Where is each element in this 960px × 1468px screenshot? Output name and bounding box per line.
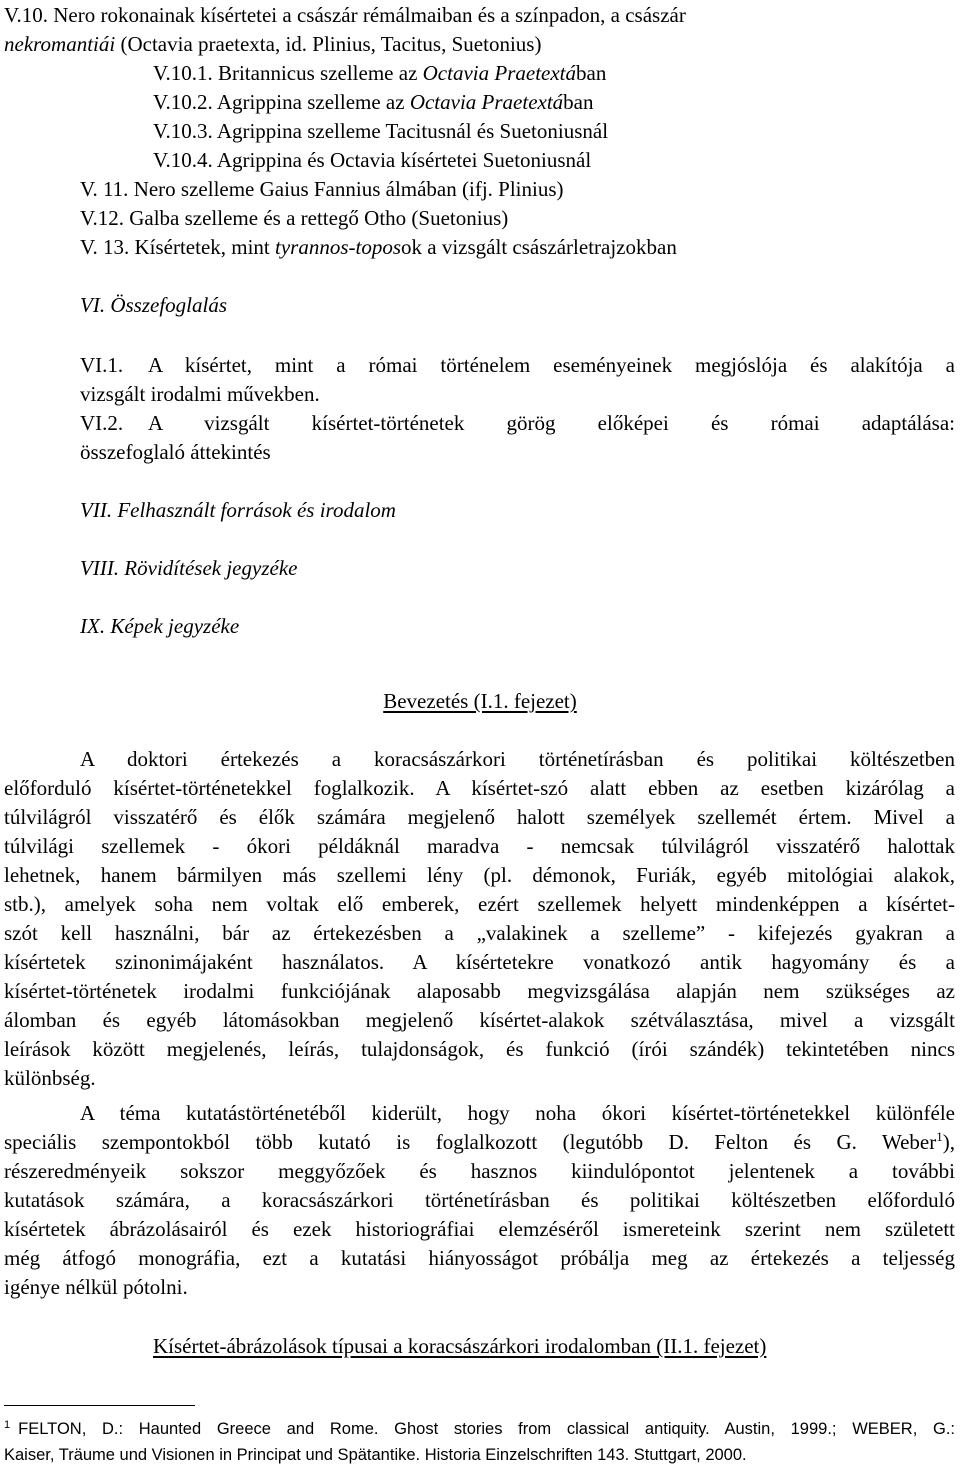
footnote-line: Kaiser, Träume und Visionen in Principat und Spätantike. Historia Einzelschriften 143. Stuttgart, 2000. xyxy=(4,1446,747,1464)
toc-item-v10-cont xyxy=(4,29,541,59)
paragraph-line: A téma kutatástörténetéből kiderült, hogy noha ókori kísértet-történetekkel különféle xyxy=(80,1101,955,1125)
paragraph-line: A doktori értekezés a koracsászárkori történetírásban és politikai költészetben xyxy=(80,747,955,771)
toc-item-v10-4 xyxy=(153,145,591,175)
toc-item-vii: VII. Felhasznált források és irodalom xyxy=(80,498,396,522)
toc-item-vi2 xyxy=(80,408,123,438)
footnote-text: FELTON, D.: Haunted Greece and Rome. Ghost stories from classical antiquity. Austin, 1999.; WEBER, G.: xyxy=(18,1420,955,1438)
toc-num: VI.2. xyxy=(80,411,124,435)
paragraph-line: álomban és egyéb látomásokban megjelenő kísértet-alakok szétválasztása, mivel a vizsgált xyxy=(4,1008,955,1032)
toc-text: Nero szelleme Gaius Fannius álmában (ifj. Plinius) xyxy=(133,177,564,201)
paragraph-line: igénye nélkül pótolni. xyxy=(4,1275,188,1299)
toc-item-vi1-line2: vizsgált irodalmi művekben. xyxy=(80,382,320,406)
intro-heading: Bevezetés (I.1. fejezet) xyxy=(383,689,577,713)
toc-tail: ban xyxy=(563,90,594,114)
paragraph-line: még átfogó monográfia, ezt a kutatási hiányosságot próbálja meg az értekezés a teljesség xyxy=(4,1246,955,1270)
toc-text: Galba szelleme és a rettegő Otho (Suetonius) xyxy=(129,206,509,230)
paragraph-line: részeredményeik sokszor meggyőzőek és hasznos kiindulópontot jelentenek a további xyxy=(4,1159,955,1183)
toc-num: V.12. xyxy=(80,206,124,230)
toc-text: Nero rokonainak kísértetei a császár rémálmaiban és a színpadon, a császár xyxy=(53,3,686,27)
toc-text: Kísértetek, mint xyxy=(134,235,276,259)
paragraph-line: kísértetek ábrázolásairól és ezek historiográfiai elemzéséről ismereteink szerint nem született xyxy=(4,1217,955,1241)
toc-item-ix: IX. Képek jegyzéke xyxy=(80,614,240,638)
paragraph-line: kutatások számára, a koracsászárkori történetírásban és politikai költészetben előforduló xyxy=(4,1188,955,1212)
toc-item-v13 xyxy=(80,232,677,262)
toc-tail: ban xyxy=(576,61,607,85)
toc-item-v10-3 xyxy=(153,116,608,146)
toc-item-v10-2 xyxy=(153,87,594,117)
toc-num: V.10.3. xyxy=(153,119,213,143)
toc-italic: Octavia Praetextá xyxy=(409,90,564,114)
toc-item-viii: VIII. Rövidítések jegyzéke xyxy=(80,556,298,580)
toc-num: V.10.2. xyxy=(153,90,213,114)
toc-text: (Octavia praetexta, id. Plinius, Tacitus, Suetonius) xyxy=(115,32,542,56)
paragraph-line: előforduló kísértet-történetekkel foglalkozik. A kísértet-szó alatt ebben az esetben kizárólag a xyxy=(4,776,955,800)
toc-item-vi: VI. Összefoglalás xyxy=(80,293,227,317)
paragraph-line: különbség. xyxy=(4,1066,96,1090)
footnote-line xyxy=(4,1416,955,1442)
toc-item-v10-1 xyxy=(153,58,606,88)
footnote-rule xyxy=(4,1405,195,1406)
toc-item-v11 xyxy=(80,174,564,204)
toc-num: V.10.1. xyxy=(153,61,213,85)
toc-text: Agrippina és Octavia kísértetei Suetoniusnál xyxy=(216,148,592,172)
toc-tail: ok a vizsgált császárletrajzokban xyxy=(401,235,677,259)
footnote-mark: 1 xyxy=(4,1418,11,1431)
paragraph-line: kísértet-történetek irodalmi funkciójának alaposabb megvizsgálása alapján nem szükséges az xyxy=(4,979,955,1003)
paragraph-line: kísértetek szinonimájaként használatos. A kísértetekre vonatkozó antik hagyomány és a xyxy=(4,950,955,974)
toc-item-vi1 xyxy=(80,350,123,380)
paragraph-line xyxy=(4,1127,955,1157)
toc-num: V. 13. xyxy=(80,235,130,259)
toc-num: V.10.4. xyxy=(153,148,213,172)
paragraph-line: túlvilágról visszatérő és élők számára megjelenő halott személyek szellemét értem. Mivel a xyxy=(4,805,955,829)
toc-item-vi2-line1: A vizsgált kísértet-történetek görög előképei és római adaptálása: xyxy=(148,411,955,435)
footnote-ref: 1 xyxy=(936,1129,943,1144)
toc-text: Britannicus szelleme az xyxy=(217,61,423,85)
toc-text: Agrippina szelleme Tacitusnál és Suetoniusnál xyxy=(216,119,609,143)
toc-num: VI.1. xyxy=(80,353,124,377)
text: ), xyxy=(942,1130,955,1154)
text: speciális szempontokból több kutató is foglalkozott (legutóbb D. Felton és G. Weber xyxy=(4,1130,937,1154)
toc-text: Agrippina szelleme az xyxy=(216,90,410,114)
toc-italic: tyrannos-topos xyxy=(275,235,402,259)
toc-item-vi1-line1: A kísértet, mint a római történelem eseményeinek megjóslója és alakítója a xyxy=(148,353,955,377)
toc-num: V.10. xyxy=(4,3,48,27)
paragraph-line: túlvilági szellemek - ókori példáknál maradva - nemcsak túlvilágról visszatérő halottak xyxy=(4,834,955,858)
paragraph-line: szót kell használni, bár az értekezésben a „valakinek a szelleme” - kifejezés gyakran a xyxy=(4,921,955,945)
paragraph-line: stb.), amelyek soha nem voltak elő emberek, ezért szellemek helyett mindenképpen a kísértet- xyxy=(4,892,955,916)
toc-italic: Octavia Praetextá xyxy=(422,61,576,85)
toc-item-v10 xyxy=(4,0,686,30)
toc-item-v12 xyxy=(80,203,508,233)
toc-italic: nekromantiái xyxy=(4,32,116,56)
section-heading: Kísértet-ábrázolások típusai a koracsászárkori irodalomban (II.1. fejezet) xyxy=(153,1334,767,1358)
paragraph-line: lehetnek, hanem bármilyen más szellemi lény (pl. démonok, Furiák, egyéb mitológiai alakok, xyxy=(4,863,955,887)
toc-item-vi2-line2: összefoglaló áttekintés xyxy=(80,440,271,464)
paragraph-line: leírások között megjelenés, leírás, tulajdonságok, és funkció (írói szándék) tekintetében nincs xyxy=(4,1037,955,1061)
toc-num: V. 11. xyxy=(80,177,129,201)
